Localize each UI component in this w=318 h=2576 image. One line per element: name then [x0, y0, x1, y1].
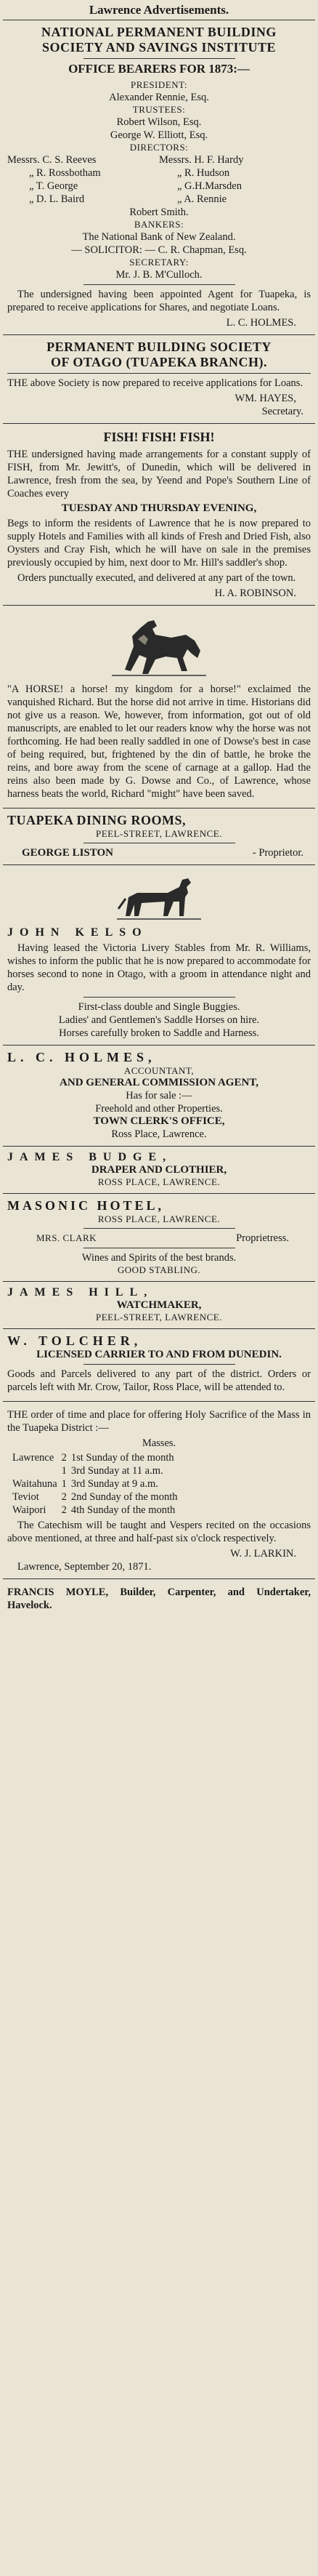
proprietor-line — [7, 1232, 311, 1245]
ad-body: Orders punctually executed, and delivered at any part of the town. — [17, 572, 296, 584]
divider — [83, 284, 235, 285]
address: PEEL-STREET, LAWRENCE. — [95, 828, 222, 839]
ad-mass-schedule — [3, 1402, 315, 1579]
ad-otago-building-society — [3, 335, 315, 424]
mass-time: 4th Sunday of the month — [70, 1504, 176, 1516]
director: Messrs. C. S. Reeves — [7, 154, 97, 166]
director: Messrs. H. F. Hardy — [159, 154, 244, 166]
mass-time: 1st Sunday of the month — [70, 1452, 174, 1464]
proprietor-role: - Proprietor. — [252, 847, 303, 859]
directors-row — [7, 180, 311, 193]
mass-place — [10, 1464, 60, 1477]
service-line: First-class double and Single Buggies. — [78, 1001, 240, 1013]
rearing-horse-illustration — [105, 613, 213, 680]
proprietor-name: W. TOLCHER, — [7, 1333, 142, 1348]
trustees-label: TRUSTEES: — [132, 104, 186, 115]
mass-place: Waitahuna — [12, 1478, 57, 1490]
director: „ G.H.Marsden — [177, 180, 242, 192]
bankers-label: BANKERS: — [134, 219, 184, 230]
ad-title: TUAPEKA DINING ROOMS, — [7, 813, 187, 827]
proprietor-role: Proprietress. — [236, 1232, 289, 1244]
proprietor-name: MRS. CLARK — [36, 1232, 97, 1243]
mass-schedule-row — [10, 1477, 180, 1490]
ad-body: FRANCIS MOYLE, Builder, Carpenter, and Undertaker, Havelock. — [7, 1586, 311, 1611]
ad-body: Goods and Parcels delivered to any part of the district. Orders or parcels left with Mr. Crow, Tailor, Ross Place, will be attended to. — [7, 1368, 311, 1393]
mass-count: 1 — [61, 1465, 67, 1477]
director: „ T. George — [29, 180, 78, 192]
ad-fish — [3, 424, 315, 606]
mass-place: Waipori — [12, 1504, 46, 1516]
delivery-days: TUESDAY AND THURSDAY EVENING, — [61, 502, 257, 514]
agent-line: AND GENERAL COMMISSION AGENT, — [60, 1077, 258, 1088]
ad-body: Having leased the Victoria Livery Stables from Mr. R. Williams, wishes to inform the public that he is now prepared to accommodate for horses second to none in Otago, with a groom in attendance night and day. — [7, 942, 311, 993]
bankers: The National Bank of New Zealand. — [82, 231, 236, 243]
mass-place: Lawrence — [12, 1452, 54, 1464]
mass-count: 2 — [61, 1452, 67, 1464]
ad-john-kelso — [3, 865, 315, 1046]
address: ROSS PLACE, LAWRENCE. — [97, 1176, 221, 1187]
director: Robert Smith. — [129, 206, 189, 218]
proprietor-name: JAMES HILL, — [7, 1286, 154, 1299]
divider — [7, 373, 311, 374]
proprietor-name: GEORGE LISTON — [22, 847, 114, 859]
address: PEEL-STREET, LAWRENCE. — [95, 1312, 222, 1323]
masses-label: Masses. — [142, 1437, 176, 1449]
ad-body: THE order of time and place for offering Holy Sacrifice of the Mass in the Tuapeka District :— — [7, 1409, 311, 1434]
ad-body: Begs to inform the residents of Lawrence that he is now prepared to supply Hotels and Families with all kinds of Fresh and Dried Fish, also Oysters and Cray Fish, which he will have on sale in the premises previously occupied by him, next door to Mr. Hill's saddler's shop. — [7, 518, 311, 569]
service-line: Horses carefully broken to Saddle and Harness. — [59, 1027, 259, 1039]
service-line: Ladies' and Gentlemen's Saddle Horses on hire. — [58, 1014, 260, 1026]
divider — [83, 1228, 235, 1229]
ad-body: THE above Society is now prepared to receive applications for Loans. — [7, 377, 303, 389]
ad-francis-moyle — [3, 1579, 315, 1619]
role: ACCOUNTANT, — [123, 1065, 195, 1076]
ad-title: SOCIETY AND SAVINGS INSTITUTE — [41, 40, 277, 55]
office-line: TOWN CLERK'S OFFICE, — [93, 1115, 225, 1127]
ad-lc-holmes — [3, 1046, 315, 1147]
signature: W. J. LARKIN. — [230, 1548, 296, 1560]
page-header: Lawrence Advertisements. — [3, 0, 315, 20]
ad-body: The Catechism will be taught and Vespers recited on the occasions above mentioned, at three and half-past six o'clock respectively. — [7, 1520, 311, 1544]
solicitor: — SOLICITOR: — C. R. Chapman, Esq. — [71, 244, 247, 256]
mass-place: Teviot — [12, 1491, 39, 1503]
signature: L. C. HOLMES. — [226, 317, 296, 329]
directors-row — [7, 166, 311, 180]
divider — [83, 58, 235, 59]
sale-line: Has for sale :— — [126, 1090, 192, 1102]
secretary: Mr. J. B. M'Culloch. — [115, 269, 203, 281]
ad-body: THE undersigned having made arrangements for a constant supply of FISH, from Mr. Jewitt's, of Dunedin, which will be delivered in Lawrence, fresh from the sea, by Yeend and Pope's Southern Line of Coaches every — [7, 449, 311, 499]
president-label: PRESIDENT: — [130, 79, 188, 90]
mass-count: 2 — [61, 1504, 67, 1516]
president: Alexander Rennie, Esq. — [109, 92, 209, 103]
director: „ R. Rossbotham — [29, 167, 101, 179]
ad-title: PERMANENT BUILDING SOCIETY — [46, 340, 272, 354]
mass-count: 1 — [61, 1478, 67, 1490]
divider — [83, 1364, 235, 1365]
ad-title: OF OTAGO (TUAPEKA BRANCH). — [50, 355, 267, 369]
mass-time: 3rd Sunday at 9 a.m. — [70, 1478, 158, 1490]
ad-body: "A HORSE! a horse! my kingdom for a horse!" exclaimed the vanquished Richard. But the horse did not arrive in time. Historians did not give us a reason. We, however, from information, got out of old manuscripts, are enabled to let our readers know why the horse was not forthcoming. He had been really saddled in one of Dowse's best in case of being required, but, frightened by the din of battle, he broke the reins, and bore away from the scene of carnage at a gallop. Had the reins also been made by G. Dowse and Co., of Lawrence, whose harness beats the world, Richard "might" have been saved. — [7, 683, 311, 800]
signature-title: Secretary. — [261, 406, 303, 417]
ad-title: MASONIC HOTEL, — [7, 1198, 165, 1213]
ad-james-hill — [3, 1282, 315, 1329]
signature: WM. HAYES, — [235, 393, 296, 404]
ad-dowse-harness — [3, 606, 315, 808]
secretary-label: SECRETARY: — [129, 257, 189, 268]
directors-row — [7, 193, 311, 206]
trustee: George W. Elliott, Esq. — [110, 129, 208, 141]
mass-schedule-row — [10, 1490, 180, 1504]
ad-title: FISH! FISH! FISH! — [103, 430, 215, 444]
mass-time: 2nd Sunday of the month — [70, 1491, 178, 1503]
ad-title: NATIONAL PERMANENT BUILDING — [41, 25, 277, 39]
ad-national-building-society — [3, 20, 315, 335]
address: ROSS PLACE, LAWRENCE. — [97, 1213, 221, 1224]
directors-row — [7, 153, 311, 166]
office-place: Ross Place, Lawrence. — [111, 1128, 207, 1140]
director: „ A. Rennie — [177, 193, 227, 205]
trade: DRAPER AND CLOTHIER, — [91, 1164, 227, 1176]
mass-schedule-row — [10, 1464, 180, 1477]
trade: WATCHMAKER, — [116, 1299, 202, 1311]
ad-tuapeka-dining-rooms — [3, 808, 315, 865]
proprietor-name: JOHN KELSO — [7, 926, 148, 939]
proprietor-line — [7, 846, 311, 859]
director: „ D. L. Baird — [29, 193, 85, 205]
ad-body: The undersigned having been appointed Agent for Tuapeka, is prepared to receive applications for Shares, and negotiate Loans. — [7, 289, 311, 313]
mass-count: 2 — [61, 1491, 67, 1503]
dateline: Lawrence, September 20, 1871. — [17, 1561, 152, 1573]
mass-schedule-table — [10, 1451, 180, 1517]
divider — [83, 997, 235, 998]
ad-w-tolcher — [3, 1329, 315, 1402]
sale-line: Freehold and other Properties. — [95, 1103, 223, 1115]
directors-label: DIRECTORS: — [129, 142, 189, 153]
director: „ R. Hudson — [177, 167, 230, 179]
trustee: Robert Wilson, Esq. — [116, 116, 202, 128]
proprietor-name: JAMES BUDGE, — [7, 1151, 173, 1163]
office-bearers-heading: OFFICE BEARERS FOR 1873:— — [68, 62, 250, 76]
mass-schedule-row — [10, 1504, 180, 1517]
ad-title: L. C. HOLMES, — [7, 1050, 156, 1064]
stabling-line: GOOD STABLING. — [117, 1264, 201, 1275]
ad-james-budge — [3, 1147, 315, 1194]
signature: H. A. ROBINSON. — [214, 587, 296, 599]
newspaper-column — [3, 0, 315, 1619]
mass-time: 3rd Sunday at 11 a.m. — [70, 1465, 163, 1477]
ad-masonic-hotel — [3, 1194, 315, 1282]
wines-line: Wines and Spirits of the best brands. — [81, 1252, 237, 1264]
mass-schedule-row — [10, 1451, 180, 1464]
trade: LICENSED CARRIER TO AND FROM DUNEDIN. — [36, 1349, 282, 1360]
horse-illustration — [115, 872, 203, 923]
